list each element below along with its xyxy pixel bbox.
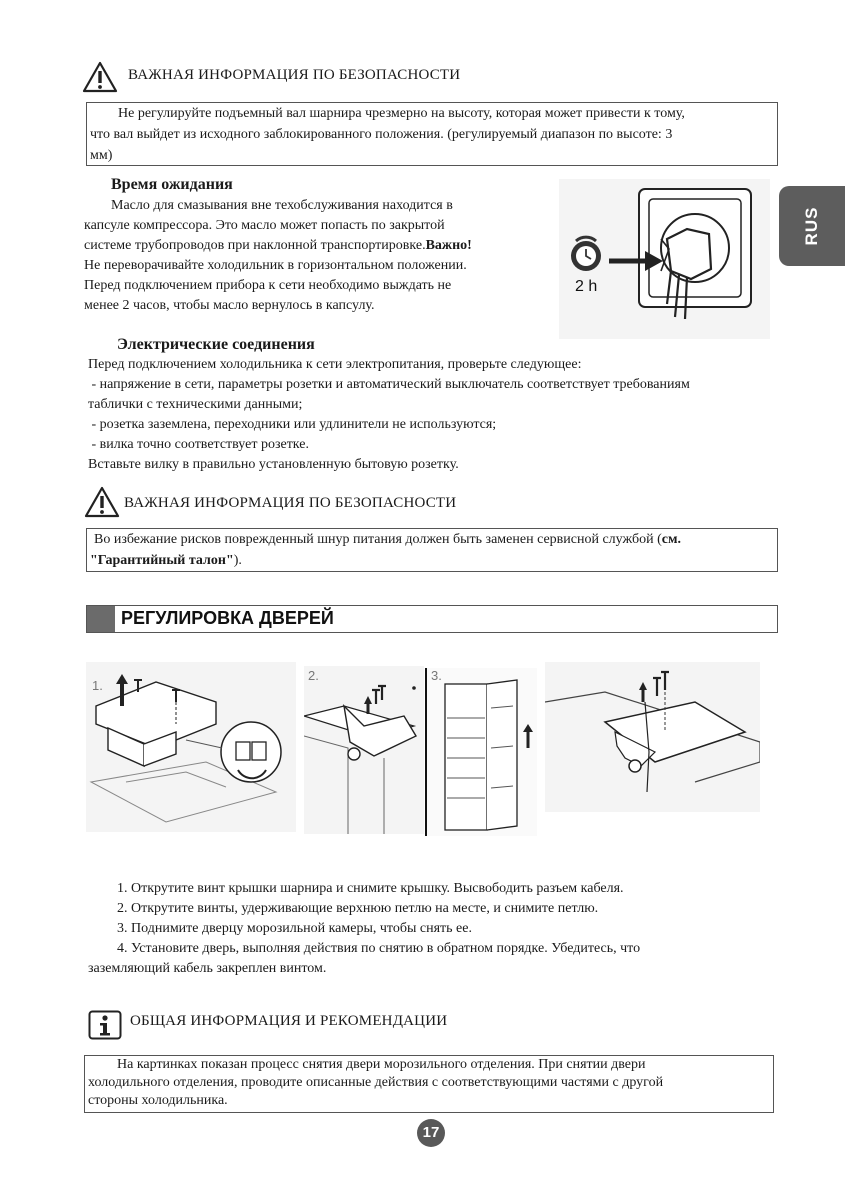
section-header-marker <box>87 606 115 632</box>
info-box <box>84 1055 774 1113</box>
electrical-line: - вилка точно соответствует розетке. <box>88 437 309 452</box>
electrical-text <box>88 355 788 475</box>
important-label: Важно! <box>425 238 472 253</box>
warning-text-line: что вал выйдет из исходного заблокированного положения. (регулируемый диапазон по высоте: 3 <box>90 127 673 142</box>
step-item: заземляющий кабель закреплен винтом. <box>88 961 327 976</box>
figure-step-number: 1. <box>92 678 103 693</box>
section-header <box>86 605 778 633</box>
info-text-line: На картинках показан процесс снятия двери морозильного отделения. При снятии двери <box>117 1057 646 1072</box>
info-icon <box>88 1010 122 1045</box>
ground-screw-figure <box>545 662 760 812</box>
language-tab <box>779 186 845 266</box>
warning-text-line: "Гарантийный талон"). <box>90 553 242 568</box>
warning-text-line: мм) <box>90 148 113 163</box>
hinge-cover-figure <box>86 662 296 832</box>
waiting-line: Масло для смазывания вне техобслуживания находится в <box>111 198 453 213</box>
waiting-line: системе трубопроводов при наклонной транспортировке.Важно! <box>84 238 472 253</box>
waiting-line: Не переворачивайте холодильник в горизонтальном положении. <box>84 258 467 273</box>
wait-time-label: 2 h <box>575 278 598 295</box>
figure-step-number: 3. <box>431 668 442 683</box>
electrical-heading: Электрические соединения <box>117 336 315 353</box>
waiting-text <box>84 196 554 316</box>
figure-step-number: 2. <box>308 668 319 683</box>
warning-icon <box>84 486 120 523</box>
info-title: ОБЩАЯ ИНФОРМАЦИЯ И РЕКОМЕНДАЦИИ <box>130 1013 448 1029</box>
plug-wait-figure <box>559 179 770 339</box>
waiting-heading: Время ожидания <box>111 176 233 193</box>
language-tab-label: RUS <box>802 206 821 246</box>
freezer-door-figure <box>425 668 537 836</box>
info-text-line: холодильного отделения, проводите описанные действия с соответствующими частями с другой <box>88 1075 664 1090</box>
electrical-line: - напряжение в сети, параметры розетки и автоматический выключатель соответствует требованиям <box>88 377 690 392</box>
info-text-line: стороны холодильника. <box>88 1093 228 1108</box>
waiting-line: капсуле компрессора. Это масло может попасть по закрытой <box>84 218 445 233</box>
warning-title: ВАЖНАЯ ИНФОРМАЦИЯ ПО БЕЗОПАСНОСТИ <box>124 495 457 511</box>
step-item: 2. Открутите винты, удерживающие верхнюю петлю на месте, и снимите петлю. <box>117 901 599 916</box>
step-item: 3. Поднимите дверцу морозильной камеры, чтобы снять ее. <box>117 921 472 936</box>
warning-text-line: Не регулируйте подъемный вал шарнира чрезмерно на высоту, которая может привести к тому, <box>118 106 685 121</box>
hinge-removal-figure <box>304 666 424 834</box>
electrical-line: - розетка заземлена, переходники или удлинители не используются; <box>88 417 497 432</box>
warning-icon <box>82 61 118 98</box>
step-item: 1. Открутите винт крышки шарнира и снимите крышку. Высвободить разъем кабеля. <box>117 881 624 896</box>
electrical-line: Перед подключением холодильника к сети электропитания, проверьте следующее: <box>88 357 582 372</box>
warning-box <box>86 102 778 166</box>
waiting-line: менее 2 часов, чтобы масло вернулось в капсулу. <box>84 298 375 313</box>
waiting-line: Перед подключением прибора к сети необходимо выждать не <box>84 278 452 293</box>
section-title: РЕГУЛИРОВКА ДВЕРЕЙ <box>121 608 334 628</box>
page-number: 17 <box>417 1119 445 1147</box>
electrical-line: таблички с техническими данными; <box>88 397 303 412</box>
warning-box <box>86 528 778 572</box>
steps-list <box>88 879 788 979</box>
electrical-line: Вставьте вилку в правильно установленную бытовую розетку. <box>88 457 459 472</box>
step-item: 4. Установите дверь, выполняя действия по снятию в обратном порядке. Убедитесь, что <box>117 941 641 956</box>
warning-text-line: Во избежание рисков поврежденный шнур питания должен быть заменен сервисной службой (см. <box>94 532 681 547</box>
warning-title: ВАЖНАЯ ИНФОРМАЦИЯ ПО БЕЗОПАСНОСТИ <box>128 67 461 83</box>
